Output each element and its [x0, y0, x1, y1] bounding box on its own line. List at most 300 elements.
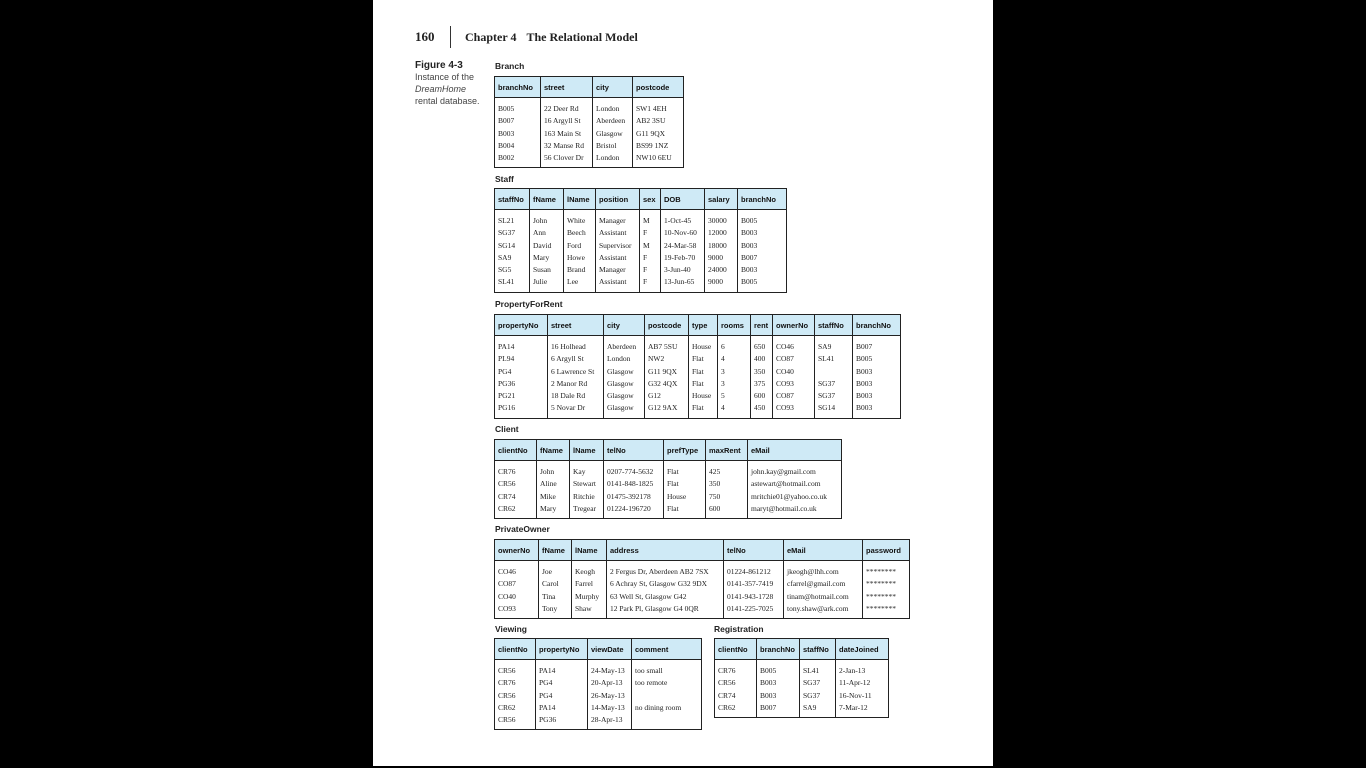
column-header: staffNo	[495, 189, 530, 210]
column-header: dateJoined	[836, 639, 889, 660]
table-cell: Glasgow	[604, 402, 645, 418]
table-cell: Shaw	[572, 603, 607, 619]
table-cell: 12000	[705, 227, 738, 239]
column-header: viewDate	[588, 639, 632, 660]
caption-line-3: rental database.	[415, 96, 480, 106]
column-header: eMail	[784, 540, 863, 561]
table-cell: SW1 4EH	[633, 98, 684, 116]
table-cell: CR56	[718, 678, 736, 688]
table-cell: SG37	[498, 228, 516, 238]
table-row	[495, 461, 842, 479]
table-cell: G11 9QX	[645, 366, 689, 378]
table-cell: CO87	[773, 390, 815, 402]
branch-header-row	[495, 77, 684, 98]
table-cell: Aline	[537, 478, 570, 490]
table-row	[715, 702, 889, 718]
table-cell: SG37	[800, 690, 836, 702]
table-cell: G11 9QX	[633, 128, 684, 140]
chapter-header	[465, 30, 638, 45]
table-cell: 3	[718, 378, 751, 390]
table-cell: B005	[498, 104, 515, 113]
table-cell: Manager	[596, 264, 640, 276]
column-header: lName	[564, 189, 596, 210]
column-header: maxRent	[706, 440, 748, 461]
page-number: 160	[415, 29, 435, 44]
table-cell: Susan	[530, 264, 564, 276]
column-header: address	[607, 540, 724, 561]
table-cell: 56 Clover Dr	[541, 152, 593, 168]
table-cell: 20-Apr-13	[588, 677, 632, 689]
table-cell: maryt@hotmail.co.uk	[748, 503, 842, 519]
table-cell: CR62	[498, 702, 516, 712]
column-header: street	[541, 77, 593, 98]
table-cell: CR74	[718, 690, 736, 700]
table-cell: Flat	[664, 503, 706, 519]
table-cell: Flat	[664, 478, 706, 490]
column-header: telNo	[604, 440, 664, 461]
table-cell: too remote	[632, 677, 702, 689]
table-cell: 7-Mar-12	[836, 702, 889, 718]
table-row	[495, 252, 787, 264]
table-row	[495, 690, 702, 702]
table-cell: 2 Manor Rd	[548, 378, 604, 390]
table-cell: tinam@hotmail.com	[784, 591, 863, 603]
table-row	[495, 366, 901, 378]
table-cell: CR62	[718, 702, 736, 712]
table-cell: Tregear	[570, 503, 604, 519]
column-header: propertyNo	[495, 315, 548, 336]
table-cell: Joe	[539, 561, 572, 579]
table-cell: Lee	[564, 276, 596, 292]
table-cell: 9000	[705, 276, 738, 292]
table-cell: M	[640, 210, 661, 228]
table-cell: 1-Oct-45	[661, 210, 705, 228]
client-header-row	[495, 440, 842, 461]
table-row	[495, 240, 787, 252]
table-row	[495, 491, 842, 503]
table-cell: Assistant	[596, 252, 640, 264]
table-cell: 12 Park Pl, Glasgow G4 0QR	[607, 603, 724, 619]
table-row	[495, 264, 787, 276]
table-cell: CR56	[498, 666, 516, 675]
table-row	[495, 578, 910, 590]
table-cell: CO46	[498, 567, 516, 576]
column-header: ownerNo	[773, 315, 815, 336]
table-cell: 6 Achray St, Glasgow G32 9DX	[607, 578, 724, 590]
table-cell: 28-Apr-13	[588, 714, 632, 730]
column-header: branchNo	[495, 77, 541, 98]
table-cell: Mary	[537, 503, 570, 519]
table-cell: Tina	[539, 591, 572, 603]
table-cell: B004	[498, 140, 515, 150]
table-cell: 32 Manse Rd	[541, 140, 593, 152]
table-row	[495, 378, 901, 390]
table-cell: 4	[718, 402, 751, 418]
column-header: branchNo	[757, 639, 800, 660]
table-cell: PG21	[498, 391, 516, 401]
table-cell: London	[604, 353, 645, 365]
table-row	[715, 690, 889, 702]
chapter-number: Chapter 4	[465, 30, 517, 44]
table-cell: CR76	[498, 467, 516, 476]
table-cell: B007	[853, 336, 901, 354]
table-cell: B005	[757, 660, 800, 678]
table-row	[715, 677, 889, 689]
table-cell: Flat	[689, 402, 718, 418]
table-row	[495, 227, 787, 239]
column-header: fName	[537, 440, 570, 461]
caption-line-1: Instance of the	[415, 72, 475, 82]
table-title-privateowner: PrivateOwner	[495, 524, 550, 534]
table-cell: B003	[853, 366, 901, 378]
table-cell: Assistant	[596, 276, 640, 292]
table-cell: 18000	[705, 240, 738, 252]
privateowner-table	[494, 539, 910, 619]
table-cell: 750	[706, 491, 748, 503]
table-cell: 63 Well St, Glasgow G42	[607, 591, 724, 603]
column-header: rooms	[718, 315, 751, 336]
table-cell: SA9	[800, 702, 836, 718]
table-cell: B007	[738, 252, 787, 264]
table-cell: mritchie01@yahoo.co.uk	[748, 491, 842, 503]
table-title-client: Client	[495, 424, 519, 434]
table-cell: 375	[751, 378, 773, 390]
column-header: rent	[751, 315, 773, 336]
table-cell: F	[640, 276, 661, 292]
table-cell: CO93	[773, 402, 815, 418]
table-cell: SA9	[815, 336, 853, 354]
table-title-viewing: Viewing	[495, 624, 527, 634]
table-cell: 650	[751, 336, 773, 354]
table-row	[495, 152, 684, 168]
column-header: fName	[530, 189, 564, 210]
table-cell: 2 Fergus Dr, Aberdeen AB2 7SX	[607, 561, 724, 579]
table-cell: SL21	[498, 216, 515, 225]
table-cell: B007	[498, 116, 515, 126]
table-cell: CO40	[498, 591, 516, 601]
table-cell: B003	[738, 240, 787, 252]
table-cell: PG4	[498, 366, 512, 376]
table-cell: CR56	[498, 715, 516, 725]
column-header: clientNo	[495, 440, 537, 461]
table-cell: 0141-225-7025	[724, 603, 784, 619]
table-cell: B003	[498, 128, 515, 138]
column-header: salary	[705, 189, 738, 210]
column-header: branchNo	[738, 189, 787, 210]
table-cell	[632, 714, 702, 730]
book-page	[373, 0, 993, 766]
propertyforrent-table	[494, 314, 901, 419]
table-row	[495, 390, 901, 402]
table-row	[495, 660, 702, 678]
table-cell: 3-Jun-40	[661, 264, 705, 276]
table-cell: David	[530, 240, 564, 252]
table-cell: 18 Dale Rd	[548, 390, 604, 402]
table-title-registration: Registration	[714, 624, 764, 634]
table-cell: Keogh	[572, 561, 607, 579]
table-cell: 01224-861212	[724, 561, 784, 579]
table-cell: Ann	[530, 227, 564, 239]
staff-header-row	[495, 189, 787, 210]
table-cell: CR76	[498, 678, 516, 688]
table-cell	[815, 366, 853, 378]
table-cell: 24-Mar-58	[661, 240, 705, 252]
column-header: city	[604, 315, 645, 336]
table-row	[715, 660, 889, 678]
table-cell: Supervisor	[596, 240, 640, 252]
table-cell: 0141-848-1825	[604, 478, 664, 490]
caption-italic: DreamHome	[415, 84, 467, 94]
table-cell: 600	[706, 503, 748, 519]
table-cell: PA14	[536, 660, 588, 678]
column-header: lName	[570, 440, 604, 461]
table-cell: 350	[706, 478, 748, 490]
table-cell: jkeogh@lhh.com	[784, 561, 863, 579]
table-cell: CO46	[773, 336, 815, 354]
table-cell: 6 Lawrence St	[548, 366, 604, 378]
client-table	[494, 439, 842, 519]
table-cell: B003	[853, 402, 901, 418]
table-row	[495, 276, 787, 292]
table-row	[495, 402, 901, 418]
table-cell: Flat	[664, 461, 706, 479]
table-cell: 450	[751, 402, 773, 418]
column-header: lName	[572, 540, 607, 561]
table-cell: 6 Argyll St	[548, 353, 604, 365]
table-cell: cfarrel@gmail.com	[784, 578, 863, 590]
table-cell: 13-Jun-65	[661, 276, 705, 292]
table-cell: Glasgow	[604, 366, 645, 378]
column-header: branchNo	[853, 315, 901, 336]
table-row	[495, 353, 901, 365]
table-cell: Farrel	[572, 578, 607, 590]
table-cell: Howe	[564, 252, 596, 264]
table-cell: ********	[863, 561, 910, 579]
table-cell: Assistant	[596, 227, 640, 239]
table-cell: 19-Feb-70	[661, 252, 705, 264]
column-header: eMail	[748, 440, 842, 461]
table-cell: CO93	[498, 603, 516, 613]
column-header: fName	[539, 540, 572, 561]
table-cell: F	[640, 227, 661, 239]
column-header: staffNo	[800, 639, 836, 660]
table-cell: 16-Nov-11	[836, 690, 889, 702]
table-cell: Flat	[689, 366, 718, 378]
table-cell: ********	[863, 591, 910, 603]
table-cell: AB2 3SU	[633, 115, 684, 127]
table-row	[495, 115, 684, 127]
table-row	[495, 591, 910, 603]
table-cell: Tony	[539, 603, 572, 619]
figure-caption	[415, 60, 495, 107]
table-cell: 0141-357-7419	[724, 578, 784, 590]
table-cell: G12 9AX	[645, 402, 689, 418]
table-cell: astewart@hotmail.com	[748, 478, 842, 490]
table-cell: 4	[718, 353, 751, 365]
table-cell: Glasgow	[604, 390, 645, 402]
table-row	[495, 128, 684, 140]
chapter-title: The Relational Model	[526, 30, 638, 44]
property-header-row	[495, 315, 901, 336]
table-cell: 01475-392178	[604, 491, 664, 503]
table-cell: john.kay@gmail.com	[748, 461, 842, 479]
table-cell: Aberdeen	[593, 115, 633, 127]
table-cell: London	[593, 152, 633, 168]
table-cell: Mary	[530, 252, 564, 264]
table-cell: House	[689, 336, 718, 354]
table-cell: 0141-943-1728	[724, 591, 784, 603]
table-cell: BS99 1NZ	[633, 140, 684, 152]
table-cell: no dining room	[632, 702, 702, 714]
table-cell: SG14	[815, 402, 853, 418]
table-row	[495, 503, 842, 519]
table-cell: F	[640, 252, 661, 264]
column-header: sex	[640, 189, 661, 210]
table-cell: CR56	[498, 479, 516, 489]
column-header: type	[689, 315, 718, 336]
table-cell: CR74	[498, 491, 516, 501]
table-cell: B005	[738, 210, 787, 228]
column-header: postcode	[633, 77, 684, 98]
table-cell: Stewart	[570, 478, 604, 490]
table-cell: Murphy	[572, 591, 607, 603]
table-cell: Beech	[564, 227, 596, 239]
column-header: clientNo	[495, 639, 536, 660]
table-cell	[632, 690, 702, 702]
table-cell: NW10 6EU	[633, 152, 684, 168]
table-cell: White	[564, 210, 596, 228]
table-cell: Ritchie	[570, 491, 604, 503]
table-cell: CO87	[773, 353, 815, 365]
table-cell: too small	[632, 660, 702, 678]
table-cell: PG36	[498, 378, 516, 388]
table-cell: Mike	[537, 491, 570, 503]
table-cell: B003	[738, 264, 787, 276]
caption-line-2	[415, 83, 495, 95]
table-cell: SG5	[498, 265, 512, 275]
table-cell: NW2	[645, 353, 689, 365]
table-cell: Aberdeen	[604, 336, 645, 354]
table-cell: M	[640, 240, 661, 252]
table-cell: CO93	[773, 378, 815, 390]
table-cell: Kay	[570, 461, 604, 479]
staff-table	[494, 188, 787, 293]
table-cell: 6	[718, 336, 751, 354]
table-cell: PG16	[498, 403, 516, 413]
table-cell: PL94	[498, 354, 515, 364]
table-cell: B003	[738, 227, 787, 239]
table-cell: Ford	[564, 240, 596, 252]
table-cell: SG37	[800, 677, 836, 689]
table-cell: Carol	[539, 578, 572, 590]
table-cell: 3	[718, 366, 751, 378]
table-cell: SA9	[498, 252, 512, 262]
registration-header-row	[715, 639, 889, 660]
table-row	[495, 702, 702, 714]
table-cell: B005	[738, 276, 787, 292]
table-cell: 26-May-13	[588, 690, 632, 702]
table-cell: 01224-196720	[604, 503, 664, 519]
column-header: password	[863, 540, 910, 561]
viewing-header-row	[495, 639, 702, 660]
table-cell: PG4	[536, 677, 588, 689]
table-cell: PA14	[498, 342, 515, 351]
table-cell: London	[593, 98, 633, 116]
table-cell: 24-May-13	[588, 660, 632, 678]
column-header: ownerNo	[495, 540, 539, 561]
registration-table	[714, 638, 889, 718]
table-cell: B007	[757, 702, 800, 718]
table-row	[495, 140, 684, 152]
table-cell: SL41	[815, 353, 853, 365]
table-cell: 24000	[705, 264, 738, 276]
column-header: clientNo	[715, 639, 757, 660]
table-row	[495, 603, 910, 619]
column-header: prefType	[664, 440, 706, 461]
viewing-table	[494, 638, 702, 730]
table-cell: House	[689, 390, 718, 402]
table-cell: House	[664, 491, 706, 503]
column-header: DOB	[661, 189, 705, 210]
table-cell: 5 Novar Dr	[548, 402, 604, 418]
table-cell: B002	[498, 153, 515, 163]
table-cell: CO40	[773, 366, 815, 378]
table-cell: Flat	[689, 378, 718, 390]
table-cell: 163 Main St	[541, 128, 593, 140]
table-cell: 16 Holhead	[548, 336, 604, 354]
column-header: propertyNo	[536, 639, 588, 660]
table-title-staff: Staff	[495, 174, 514, 184]
table-cell: B003	[853, 378, 901, 390]
table-row	[495, 98, 684, 116]
header-divider	[450, 26, 451, 48]
table-cell: CR76	[718, 666, 736, 675]
column-header: telNo	[724, 540, 784, 561]
table-cell: Julie	[530, 276, 564, 292]
table-cell: 14-May-13	[588, 702, 632, 714]
table-cell: 10-Nov-60	[661, 227, 705, 239]
table-cell: 11-Apr-12	[836, 677, 889, 689]
table-cell: SG37	[815, 390, 853, 402]
table-row	[495, 714, 702, 730]
table-cell: Glasgow	[604, 378, 645, 390]
table-row	[495, 210, 787, 228]
table-cell: CR56	[498, 690, 516, 700]
table-cell: ********	[863, 603, 910, 619]
table-cell: Flat	[689, 353, 718, 365]
table-cell: Brand	[564, 264, 596, 276]
column-header: position	[596, 189, 640, 210]
table-cell: SG37	[815, 378, 853, 390]
table-cell: G32 4QX	[645, 378, 689, 390]
table-cell: G12	[645, 390, 689, 402]
owner-header-row	[495, 540, 910, 561]
table-cell: 9000	[705, 252, 738, 264]
table-cell: PG4	[536, 690, 588, 702]
table-cell: 22 Deer Rd	[541, 98, 593, 116]
table-cell: CO87	[498, 579, 516, 589]
table-cell: Bristol	[593, 140, 633, 152]
table-cell: 400	[751, 353, 773, 365]
table-cell: 16 Argyll St	[541, 115, 593, 127]
table-cell: 30000	[705, 210, 738, 228]
table-row	[495, 336, 901, 354]
table-cell: B005	[853, 353, 901, 365]
table-cell: 600	[751, 390, 773, 402]
table-cell: AB7 5SU	[645, 336, 689, 354]
table-cell: 2-Jan-13	[836, 660, 889, 678]
table-cell: B003	[853, 390, 901, 402]
